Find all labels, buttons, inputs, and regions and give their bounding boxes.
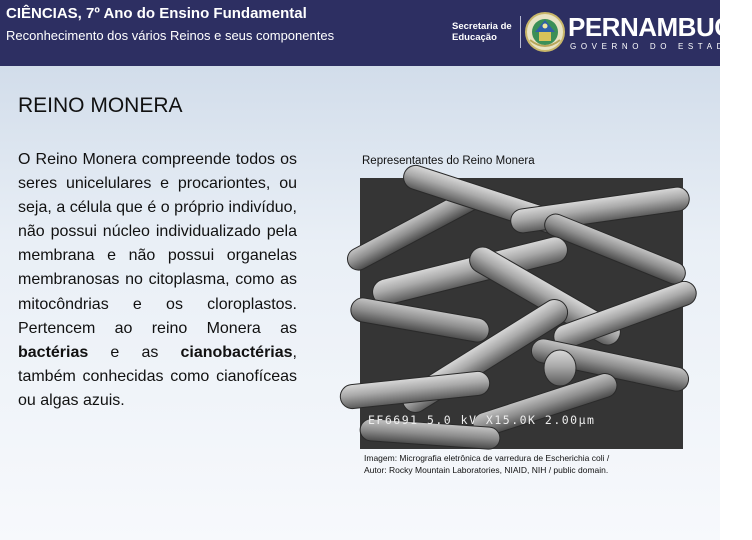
secretaria-logo-text xyxy=(452,21,516,43)
credit-line2: Autor: Rocky Mountain Laboratories, NIAID, NIH / public domain. xyxy=(364,465,609,475)
secretaria-line1: Secretaria de xyxy=(452,21,512,32)
section-heading: REINO MONERA xyxy=(18,94,183,117)
body-text-part3: , também conhecidas como cianofíceas ou algas azuis. xyxy=(18,343,297,409)
micrograph-scale-label: EF6691 5.0 kV X15.0K 2.00µm xyxy=(368,413,596,427)
body-bold-bacterias: bactérias xyxy=(18,343,89,361)
slide-title: CIÊNCIAS, 7º Ano do Ensino Fundamental xyxy=(6,5,307,22)
logo-divider xyxy=(520,16,521,48)
government-name: PERNAMBUCO xyxy=(568,12,752,42)
image-credit xyxy=(364,452,684,476)
government-subtitle: GOVERNO DO ESTADO xyxy=(570,42,738,51)
body-paragraph xyxy=(18,148,297,413)
body-bold-cianobacterias: cianobactérias xyxy=(180,343,293,361)
state-crest-icon xyxy=(524,10,566,54)
body-text-part1: O Reino Monera compreende todos os seres unicelulares e procariontes, ou seja, a célula que é o próprio indivíduo, não possui núcleo individualizado pela membrana e não possui organelas membranosas no citoplasma, como as mitocôndrias e os cloroplastos. Pertencem ao reino Monera as xyxy=(18,151,297,337)
figure-caption: Representantes do Reino Monera xyxy=(362,155,535,167)
header-bar xyxy=(0,0,752,66)
secretaria-line2: Educação xyxy=(452,32,497,43)
slide-subtitle: Reconhecimento dos vários Reinos e seus componentes xyxy=(6,28,335,43)
credit-line1: Imagem: Micrografia eletrônica de varredura de Escherichia coli / xyxy=(364,453,610,463)
micrograph-image xyxy=(360,178,683,449)
body-text-part2: e as xyxy=(88,343,181,361)
